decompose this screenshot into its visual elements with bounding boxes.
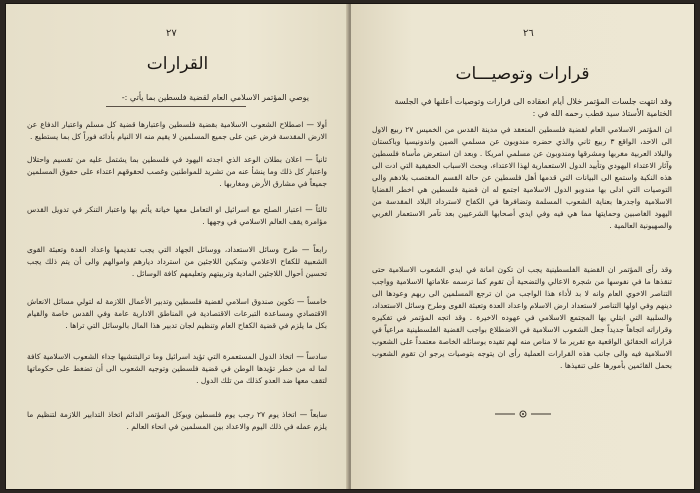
page-number: ٢٧: [166, 28, 177, 39]
resolution-5: خامساً — تكوين صندوق اسلامي لقضية فلسطين وتدبير الأعمال اللازمة له لتولي مسائل الانعاش الاقتصادي ومساعدة التبرعات الاقتصادية في المناطق الادارية عامة وفي القدس خاصة والقيام بكل ما يلزم في قضية الكفاح العام وتنظيم لجان تدبير هذا المال بالوسائل التي تراها .: [27, 297, 327, 330]
page-title: قرارات وتوصيـــات: [455, 64, 590, 84]
intro-text: وقد انتهت جلسات المؤتمر خلال أيام انعقاده الى قرارات وتوصيات أعلنها في الجلسة الختامية الأستاذ سيد قطب رحمه الله في :: [394, 97, 672, 118]
paragraph-1: ان المؤتمر الاسلامي العام لقضية فلسطين المنعقد في مدينة القدس من الخميس ٢٧ ربيع الاول الى الاحد، الواقع ٣ ربيع ثاني والذي حضره مندوبون عن مسلمي الصين واندونيسيا وباكستان والبلاد العربية مغربها ومشرقها ومندوبون عن مسلمي امريكا . وبعد ان استعرض مأساة فلسطين وآثار الاعتداء اليهودي وتأييد الدول الاستعمارية لهذا الاعتداء، وبحث الاسباب الحقيقية التي ادت الى هذه النكبة واستمع الى البيانات التي قدمها أهل فلسطين عن حالة القسم المغتصب بلادهم والى التوصيات التي ادلى بها مندوبو الدول الاسلامية اجتمع له ان قضية فلسطين هي اخطر القضايا الاسلامية واجدرها بعناية الشعوب المسلمة وتضافرها في الكفاح لاسترداد البلاد المقدسة من اليهود الغاصبين وحمايتها مما هي فيه وفي ايدي أصحابها الشرعيين بعد تآمر الاستعمار الغربي والصهيونية العالمية .: [372, 125, 673, 230]
resolution-4: رابعاً — طرح وسائل الاستعداد، ووسائل الجهاد التي يجب تقديمها واعداد العدة وتعبئة القوى الشعبية للكفاح الاعلامي وتمكين اللاجئين من استرداد ديارهم واموالهم والى أن يتم ذلك يجب تحسين أحوال اللاجئين المادية وتربيتهم وتعليمهم كافة الوسائل .: [27, 245, 327, 278]
paragraph-2: وقد رأى المؤتمر ان القضية الفلسطينية يجب ان تكون امانة في ايدي الشعوب الاسلامية حتى تنقذها ما في نفوسها من شجرة الاعالي والتضحية أن تقوم كما ترسمه علاماتها الاسلامية وواجب التناصر الاخوي العام وانه لا بد لأداء هذا الواجب من ان ترجع المسلمين الى ربهم وعودها الى دينهم وفي اولها التناصر لاستعداد ارض الاسلام واعداد العدة وتعبئة القوى وطرح وسائل الاستعداد، والسلبية التي ابتلي بها المجتمع الاسلامي في عهوده الاخيرة . وقد اتجه المؤتمر في تفكيره وقراراته اتجاهاً جديداً جعل الشعوب الاسلامية في الاضطلاع بواجب القضية الفلسطينية مراعياً في قراراته الحقائق الواقعية مع تقرير ما لا مناص منه لهم تقيده بوسائله الخاصة معتمداً على الشعوب الاسلامية فيه والى جانب هذه القرارات العملية رأى ان يتوجه بتوصيات يرجو ان تقوم الشعوب بحمل القائمين بأمورها على تنفيذها .: [372, 265, 672, 370]
left-page: [6, 4, 349, 489]
ornament-divider: [493, 409, 553, 422]
page-title: القرارات: [146, 54, 209, 74]
intro-text: يوصي المؤتمر الاسلامي العام لقضية فلسطين بما يأتي :-: [121, 93, 309, 102]
resolution-1: أولا — اصطلاح الشعوب الاسلامية بقضية فلسطين واعتبارها قضية كل مسلم واعتبار الدفاع عن الارض المقدسة فرض عين على جميع المسلمين لا يقيم منه الا النيام بأدائه فوراً كل بما يستطيع .: [27, 120, 327, 141]
page-number: ٢٦: [523, 28, 534, 39]
ornament-icon: [493, 409, 553, 419]
resolution-7: سابعاً — اتخاذ يوم ٢٧ رجب يوم فلسطين ويوكل المؤتمر الدائم اتخاذ التدابير اللازمة لتنظيم ما يلزم عمله في ذلك اليوم والاعداد بين المسلمين في انحاء العالم .: [27, 410, 327, 431]
divider: [106, 106, 246, 107]
right-page: [351, 4, 694, 489]
book-spread: [6, 4, 694, 489]
resolution-3: ثالثاً — اعتبار الصلح مع اسرائيل او التعامل معها خيانة يأثم بها واعتبار التنكر في تدويل القدس مؤامرة يقف العالم الاسلامي في وجهها .: [27, 205, 327, 226]
resolution-6: سادساً — اتخاذ الدول المستعمرة التي تؤيد اسرائيل وما ترالبتنشيها جداء الشعوب الاسلامية كافة لما له من خطر تؤيدها الوطن في قضية فلسطين وتوجيه الشعوب الى أن تضغط على حكوماتها لتقف معها ضد العدو كذلك من تلك الدول .: [27, 352, 327, 385]
resolution-2: ثانياً — اعلان بطلان الوعد الذي اجدته اليهود في فلسطين بما يشتمل عليه من تقسيم واحتلال واعتبار كل ذلك وما ينشأ عنه من تشريد للمواطنين وغصب لحقوقهم اعتداء على حقوق المسلمين جميعاً في مشارق الأرض ومغاربها .: [27, 155, 327, 188]
